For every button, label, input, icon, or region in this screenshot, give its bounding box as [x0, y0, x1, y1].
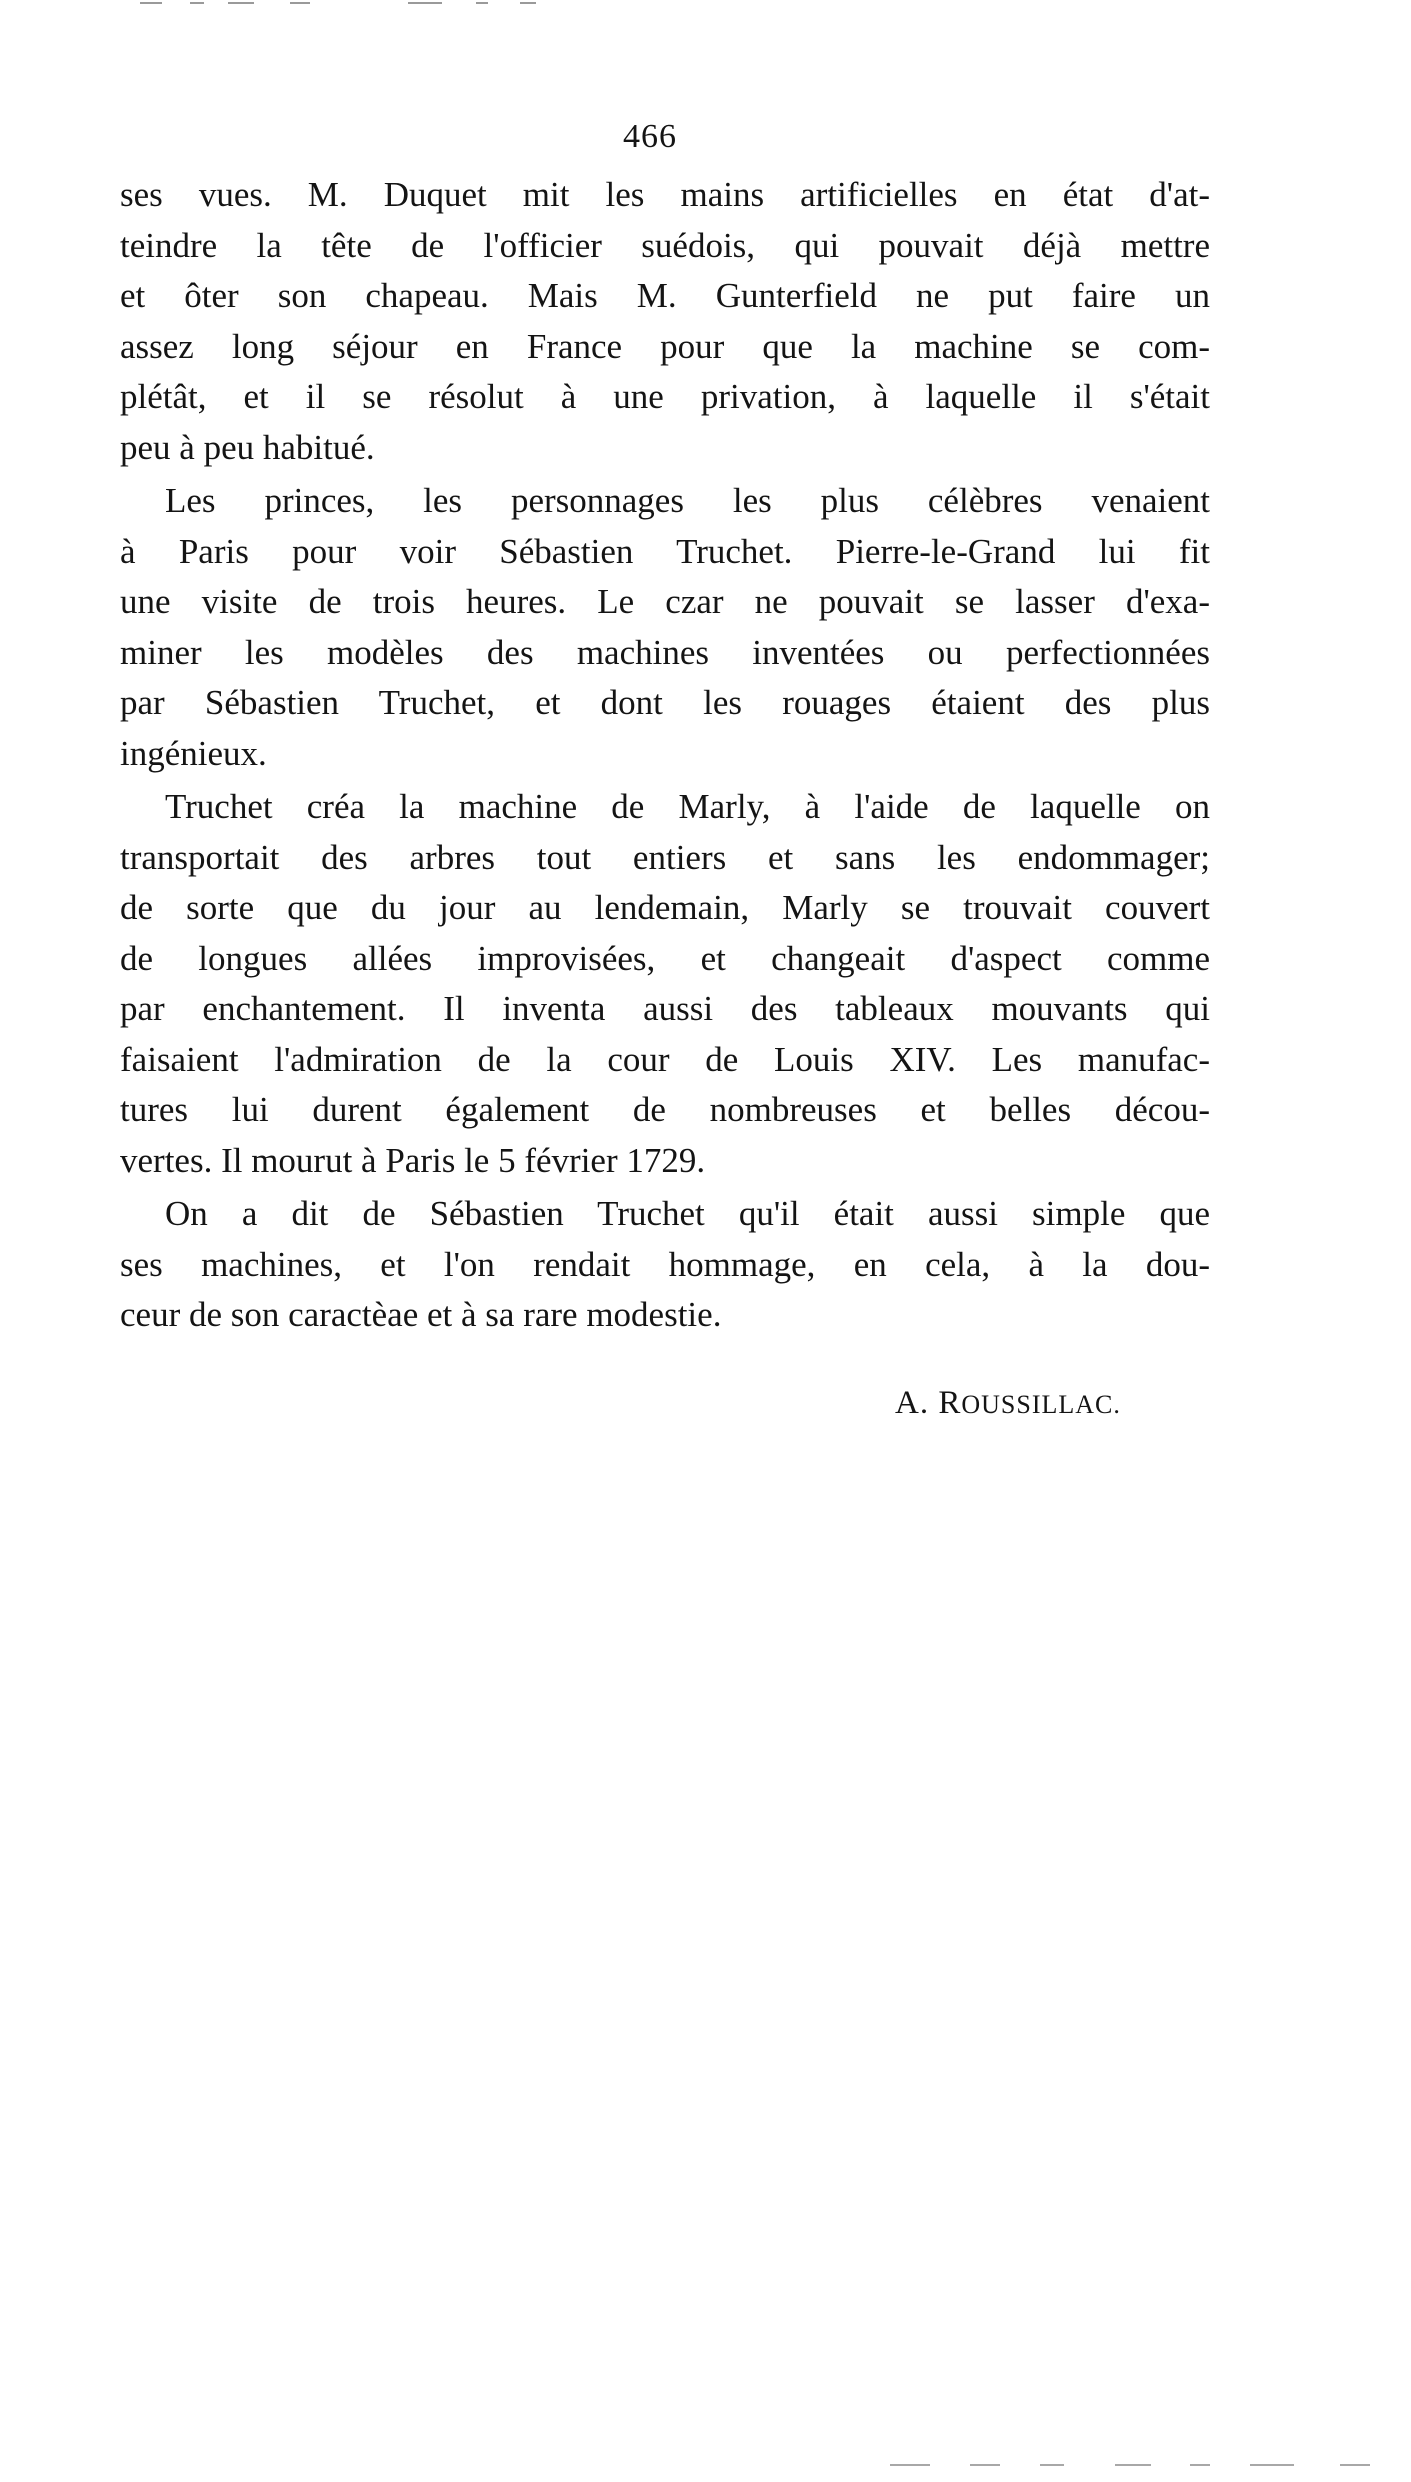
text-line: faisaient l'admiration de la cour de Louis XIV. Les manufac-: [120, 1039, 1210, 1079]
paragraph: [120, 782, 1210, 1186]
text-line: ceur de son caractèae et à sa rare modestie.: [120, 1295, 722, 1334]
text-line: et ôter son chapeau. Mais M. Gunterfield ne put faire un: [120, 276, 1210, 315]
text-line: teindre la tête de l'officier suédois, qui pouvait déjà mettre: [120, 225, 1210, 265]
author-initial: A.: [895, 1385, 930, 1421]
author-surname-initial: R: [938, 1385, 962, 1421]
paragraph: [120, 1189, 1210, 1341]
text-line: miner les modèles des machines inventées ou perfectionnées: [120, 632, 1210, 672]
page-number: 466: [623, 118, 677, 155]
author-surname-rest: OUSSILLAC.: [961, 1390, 1121, 1419]
text-line: ses vues. M. Duquet mit les mains artificielles en état d'at-: [120, 175, 1210, 214]
text-line: ses machines, et l'on rendait hommage, en cela, à la dou-: [120, 1244, 1210, 1284]
text-line: plétât, et il se résolut à une privation, à laquelle il s'était: [120, 377, 1210, 416]
text-line: ingénieux.: [120, 733, 267, 773]
body-text: [120, 170, 1210, 1344]
page-edge-marks-top: [140, 0, 560, 6]
text-line: par enchantement. Il inventa aussi des tableaux mouvants qui: [120, 989, 1210, 1028]
text-line: par Sébastien Truchet, et dont les rouages étaient des plus: [120, 683, 1210, 722]
paragraph: [120, 170, 1210, 473]
paragraph: [120, 476, 1210, 779]
text-line: de sorte que du jour au lendemain, Marly se trouvait couvert: [120, 888, 1210, 927]
text-line: Truchet créa la machine de Marly, à l'aide de laquelle on: [165, 787, 1210, 826]
text-line: On a dit de Sébastien Truchet qu'il était aussi simple que: [165, 1194, 1210, 1233]
text-line: à Paris pour voir Sébastien Truchet. Pierre-le-Grand lui fit: [120, 531, 1210, 571]
text-line: une visite de trois heures. Le czar ne pouvait se lasser d'exa-: [120, 582, 1210, 621]
text-line: tures lui durent également de nombreuses et belles décou-: [120, 1090, 1210, 1129]
author-signature: [895, 1385, 1121, 1422]
text-line: vertes. Il mourut à Paris le 5 février 1729.: [120, 1140, 706, 1180]
text-line: de longues allées improvisées, et changeait d'aspect comme: [120, 938, 1210, 978]
text-line: peu à peu habitué.: [120, 427, 375, 467]
text-line: assez long séjour en France pour que la machine se com-: [120, 326, 1210, 366]
text-line: transportait des arbres tout entiers et sans les endommager;: [120, 837, 1210, 877]
page-edge-marks-bottom: [890, 2462, 1410, 2468]
text-line: Les princes, les personnages les plus célèbres venaient: [165, 481, 1210, 520]
